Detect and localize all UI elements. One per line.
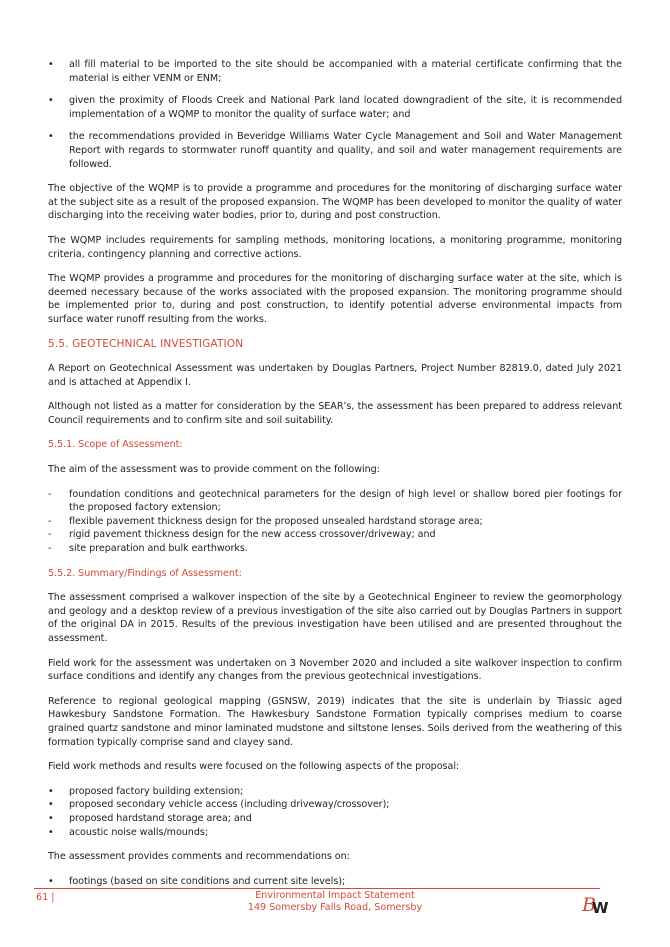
- bullet-marker: •: [48, 826, 54, 838]
- list-item: • footings (based on site conditions and current site levels);: [48, 875, 346, 887]
- list-item: - site preparation and bulk earthworks.: [48, 543, 248, 555]
- list-item: • proposed hardstand storage area; and: [48, 812, 252, 824]
- bullet-marker: •: [48, 799, 54, 811]
- list-item: • given the proximity of Floods Creek and National Park land located downgradient of the site, it is recommended implementation of a WQMP to monitor the quality of surface water; and: [48, 95, 622, 120]
- bullet-marker: •: [48, 131, 54, 143]
- paragraph: Reference to regional geological mapping (GSNSW, 2019) indicates that the site is underlain by Triassic aged Hawkesbury Sandstone Formation. The Hawkesbury Sandstone Formation typically comprises medium to coarse grained quartz sandstone and minor laminated mudstone and siltstone lenses. Soils derived from the weathering of this formation typically comprise sand and clayey sand.: [48, 695, 622, 748]
- paragraph: The assessment provides comments and recommendations on:: [48, 851, 350, 863]
- footer-title-block: [185, 890, 485, 914]
- dash-marker: -: [48, 488, 52, 500]
- comments-list: [48, 875, 622, 889]
- company-logo-icon: [581, 892, 609, 916]
- bullet-marker: •: [48, 59, 54, 70]
- paragraph: A Report on Geotechnical Assessment was undertaken by Douglas Partners, Project Number 82819.0, dated July 2021 and is attached at Appendix I.: [48, 363, 622, 388]
- subsection-heading-findings: 5.5.2. Summary/Findings of Assessment:: [48, 567, 242, 579]
- list-item: - flexible pavement thickness design for the proposed unsealed hardstand storage area;: [48, 515, 483, 527]
- paragraph: Although not listed as a matter for consideration by the SEAR’s, the assessment has been prepared to address relevant Council requirements and to confirm site and soil suitability.: [48, 401, 622, 426]
- paragraph: The assessment comprised a walkover inspection of the site by a Geotechnical Engineer to review the geomorphology and geology and a desktop review of a previous investigation of the site also carried out by Douglas Partners in support of the original DA in 2015. Results of the previous investigation have been utilised and are presented throughout the assessment.: [48, 592, 622, 644]
- bullet-marker: •: [48, 785, 54, 797]
- footer-title: Environmental Impact Statement: [255, 890, 415, 901]
- list-item: • acoustic noise walls/mounds;: [48, 826, 209, 838]
- subsection-heading-scope: 5.5.1. Scope of Assessment:: [48, 439, 183, 451]
- paragraph: The aim of the assessment was to provide comment on the following:: [48, 464, 380, 476]
- paragraph: The WQMP provides a programme and procedures for the monitoring of discharging surface water at the site, which is deemed necessary because of the works associated with the proposed expansion. The monitoring programme should be implemented prior to, during and post construction, to identify potential adverse environmental impacts from surface water runoff resulting from the works.: [48, 273, 622, 325]
- intro-bullet-list: [48, 58, 622, 171]
- bullet-marker: •: [48, 875, 54, 887]
- paragraph: The WQMP includes requirements for sampling methods, monitoring locations, a monitoring programme, monitoring criteria, contingency planning and corrective actions.: [48, 234, 622, 260]
- bullet-marker: •: [48, 95, 54, 107]
- paragraph: Field work for the assessment was undertaken on 3 November 2020 and included a site walkover inspection to confirm surface conditions and identify any changes from the previous geotechnical investigations.: [48, 657, 622, 683]
- bullet-marker: •: [48, 812, 54, 824]
- list-item: • proposed factory building extension;: [48, 785, 244, 797]
- scope-list: [48, 488, 622, 556]
- list-item: - rigid pavement thickness design for the new access crossover/driveway; and: [48, 529, 436, 541]
- list-item: • proposed secondary vehicle access (including driveway/crossover);: [48, 799, 390, 811]
- aspects-list: [48, 785, 622, 839]
- list-item: - foundation conditions and geotechnical parameters for the design of high level or shallow bored pier footings for the proposed factory extension;: [48, 488, 622, 514]
- list-item: • the recommendations provided in Beveridge Williams Water Cycle Management and Soil and Water Management Report with regards to stormwater runoff quantity and quality, and soil and water management requirements are followed.: [48, 131, 622, 170]
- paragraph: The objective of the WQMP is to provide a programme and procedures for the monitoring of discharging surface water at the subject site as a result of the proposed expansion. The WQMP has been developed to monitor the quality of water discharging into the receiving water bodies, prior to, during and post construction.: [48, 183, 622, 222]
- dash-marker: -: [48, 529, 52, 541]
- footer-divider: [34, 888, 600, 889]
- dash-marker: -: [48, 515, 52, 527]
- svg-text:W: W: [592, 899, 609, 916]
- document-body: [48, 58, 622, 888]
- paragraph: Field work methods and results were focused on the following aspects of the proposal:: [48, 761, 460, 773]
- footer-address: 149 Somersby Falls Road, Somersby: [247, 902, 423, 913]
- section-heading: 5.5. GEOTECHNICAL INVESTIGATION: [48, 337, 244, 350]
- dash-marker: -: [48, 543, 52, 555]
- svg-text:B: B: [582, 894, 596, 916]
- list-item: • all fill material to be imported to the site should be accompanied with a material certificate confirming that the material is either VENM or ENM;: [48, 59, 622, 84]
- page-number: 61 |: [36, 892, 55, 903]
